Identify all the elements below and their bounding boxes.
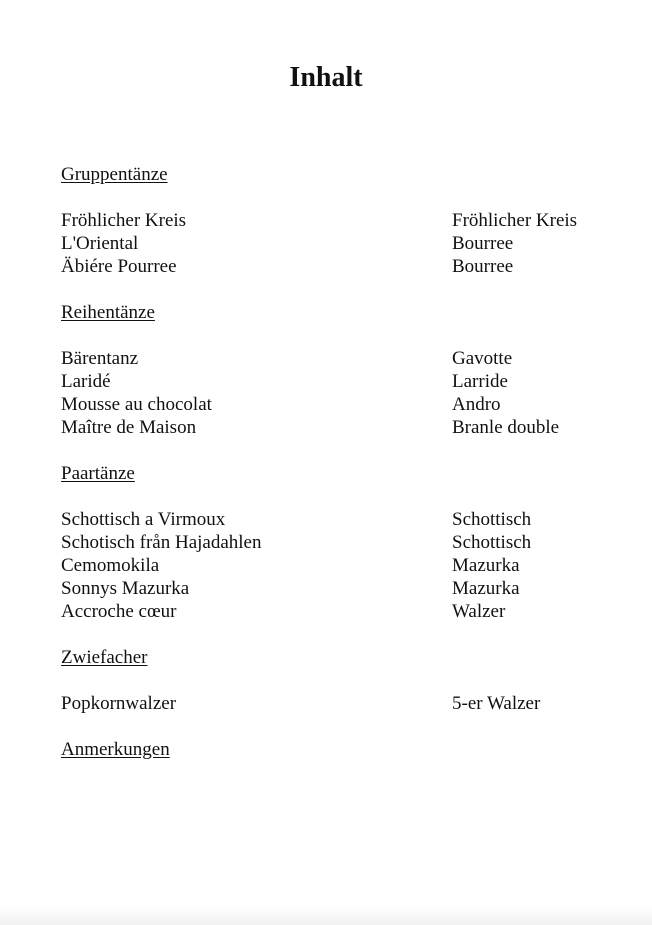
dance-name: Laridé	[61, 371, 111, 392]
page-bottom-shadow	[0, 907, 652, 925]
section-reihentaenze	[61, 301, 621, 439]
dance-name: Cemomokila	[61, 555, 160, 576]
section-heading: Reihentänze	[61, 302, 155, 323]
dance-name: Äbiére Pourree	[61, 256, 177, 277]
entry-list	[61, 508, 621, 623]
table-of-contents	[61, 163, 621, 761]
entry-list	[61, 347, 621, 439]
dance-type: Walzer	[452, 601, 506, 622]
section-heading: Zwiefacher	[61, 647, 148, 668]
list-item	[61, 692, 621, 715]
list-item	[61, 393, 621, 416]
dance-type: 5-er Walzer	[452, 693, 541, 714]
dance-name: Popkornwalzer	[61, 693, 177, 714]
dance-name: Schotisch från Hajadahlen	[61, 532, 262, 553]
dance-name: Bärentanz	[61, 348, 139, 369]
dance-type: Mazurka	[452, 555, 520, 576]
dance-type: Bourree	[452, 256, 514, 277]
section-heading: Paartänze	[61, 463, 135, 484]
dance-type: Gavotte	[452, 348, 513, 369]
list-item	[61, 416, 621, 439]
section-anmerkungen	[61, 738, 621, 761]
dance-type: Fröhlicher Kreis	[452, 210, 578, 231]
list-item	[61, 347, 621, 370]
dance-type: Schottisch	[452, 532, 532, 553]
dance-name: Schottisch a Virmoux	[61, 509, 226, 530]
dance-name: L'Oriental	[61, 233, 139, 254]
dance-type: Branle double	[452, 417, 560, 438]
list-item	[61, 531, 621, 554]
list-item	[61, 508, 621, 531]
section-heading: Gruppentänze	[61, 164, 168, 185]
dance-name: Maître de Maison	[61, 417, 197, 438]
list-item	[61, 255, 621, 278]
list-item	[61, 232, 621, 255]
dance-type: Andro	[452, 394, 501, 415]
list-item	[61, 600, 621, 623]
list-item	[61, 209, 621, 232]
section-heading: Anmerkungen	[61, 739, 170, 760]
list-item	[61, 370, 621, 393]
section-paartaenze	[61, 462, 621, 623]
section-gruppentaenze	[61, 163, 621, 278]
dance-type: Schottisch	[452, 509, 532, 530]
dance-name: Mousse au chocolat	[61, 394, 212, 415]
dance-name: Accroche cœur	[61, 601, 177, 622]
entry-list	[61, 209, 621, 278]
dance-type: Bourree	[452, 233, 514, 254]
list-item	[61, 577, 621, 600]
dance-name: Fröhlicher Kreis	[61, 210, 187, 231]
page-title: Inhalt	[289, 62, 363, 93]
dance-type: Mazurka	[452, 578, 520, 599]
dance-name: Sonnys Mazurka	[61, 578, 190, 599]
entry-list	[61, 692, 621, 715]
section-zwiefacher	[61, 646, 621, 715]
list-item	[61, 554, 621, 577]
dance-type: Larride	[452, 371, 508, 392]
